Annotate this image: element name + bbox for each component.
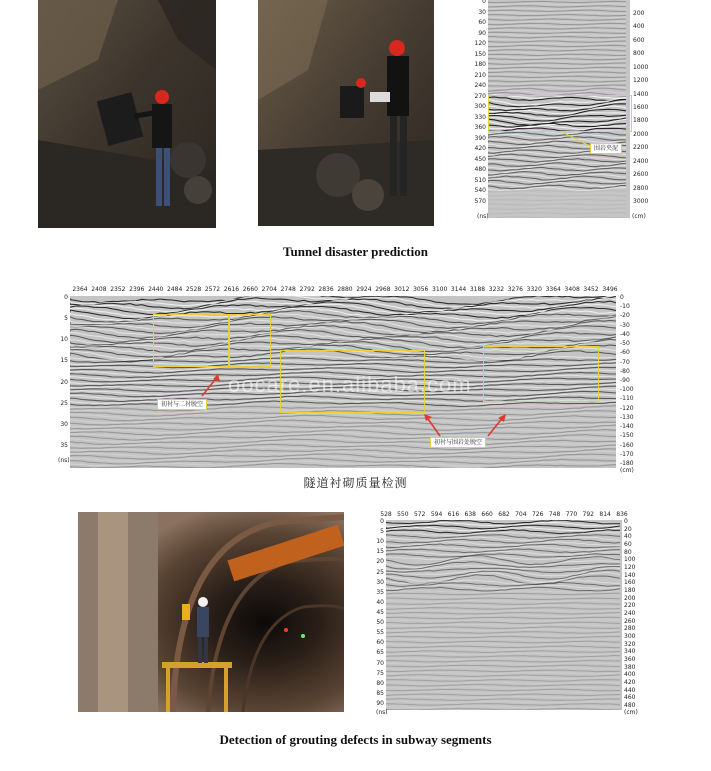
radar3-right-tick: 300 (624, 633, 636, 640)
radar1-right-tick: 3000 (633, 198, 649, 205)
radar2-top-tick: 2660 (242, 286, 258, 293)
radar1-left-tick: 570 (474, 198, 486, 205)
radar3-top-tick: 594 (430, 511, 443, 518)
radar3-left-tick: 35 (376, 588, 384, 596)
radar2-right-tick: -120 (620, 404, 634, 412)
radar2-top-tick: 3056 (413, 286, 429, 293)
radar3-left-tick: 90 (376, 700, 384, 707)
radar2-left-tick: 35 (60, 442, 68, 449)
radar3-top-tick: 682 (498, 511, 510, 518)
radar2-top-tick: 2572 (204, 286, 221, 293)
radar1-left-unit: (ns) (477, 213, 489, 220)
radar2-top-tick: 2880 (337, 286, 353, 293)
radar1-left-tick: 60 (478, 19, 486, 27)
radar1-left-tick: 270 (474, 92, 486, 100)
section2-caption: 隧道衬砌质量检测 (303, 476, 408, 490)
radar3-left-tick: 15 (376, 548, 384, 556)
radar2-right-tick: -90 (620, 377, 630, 384)
radar1-right-tick: 1800 (633, 117, 649, 125)
radar2-top-tick: 2528 (185, 286, 202, 293)
radar3-right-tick: 280 (624, 625, 636, 633)
radar3-top-tick: 528 (380, 511, 392, 518)
radar1-right-tick: 600 (633, 36, 645, 44)
radar2-top-tick: 2616 (223, 286, 240, 293)
radar2-top-tick: 3144 (450, 286, 467, 293)
radar3-left-tick: 45 (376, 609, 384, 616)
radar2-left-tick: 25 (60, 399, 68, 407)
radar1-right-tick: 2200 (633, 144, 649, 152)
tunnel-photo-worker-2 (258, 0, 434, 226)
radar2-top-tick: 2352 (110, 286, 126, 293)
radar3-right-unit: (cm) (624, 709, 638, 716)
radar3-right-tick: 240 (624, 610, 636, 617)
radar2-right-tick: -130 (620, 413, 634, 421)
radar2-right-tick: -80 (620, 367, 630, 375)
radar2-top-tick: 2440 (148, 286, 164, 293)
section1-caption: Tunnel disaster prediction (283, 244, 428, 259)
radar3-right-tick: 380 (624, 663, 636, 671)
radar3-top-tick: 792 (582, 511, 594, 518)
radar3-left-tick: 65 (376, 649, 384, 657)
radar3-top-tick: 748 (548, 511, 561, 518)
radar1-right-tick: 2000 (633, 130, 649, 138)
radar2-left-tick: 0 (64, 294, 68, 301)
radar2-top-tick: 3452 (583, 286, 599, 293)
radar3-top-tick: 616 (447, 511, 460, 518)
radar2-top-tick: 2364 (72, 286, 88, 293)
radar3-right-tick: 40 (624, 533, 632, 541)
radar3-right-tick: 180 (624, 587, 636, 594)
radar3-right-tick: 0 (624, 518, 628, 525)
radar1-left-tick: 510 (474, 176, 486, 184)
radar1-left-tick: 150 (474, 50, 486, 58)
radar2-left-tick: 15 (60, 357, 68, 365)
radar3-right-tick: 220 (624, 602, 636, 610)
radargram-grouting-defects (386, 520, 622, 710)
watermark: oocare.en.alibaba.com (228, 372, 472, 397)
radar3-right-tick: 200 (624, 594, 636, 602)
radar3-top-tick: 660 (481, 511, 493, 518)
radar1-annotation: 围岩夹泥 (590, 143, 622, 154)
radar2-left-unit: (ns) (58, 457, 70, 464)
radar3-right-tick: 20 (624, 525, 632, 533)
radar2-right-tick: -60 (620, 349, 630, 357)
radar3-top-tick: 726 (531, 511, 544, 518)
radar1-right-tick: 800 (633, 50, 645, 58)
radar2-right-tick: -160 (620, 441, 634, 449)
radar3-right-tick: 340 (624, 648, 636, 656)
radar3-left-tick: 30 (376, 578, 384, 586)
radar2-left-tick: 5 (64, 315, 68, 323)
radar2-right-tick: -40 (620, 330, 630, 338)
radar2-top-tick: 3188 (469, 286, 486, 293)
radar3-right-tick: 400 (624, 671, 636, 679)
radar1-left-tick: 180 (474, 61, 486, 69)
section3-caption: Detection of grouting defects in subway segments (219, 732, 492, 747)
radar3-left-tick: 25 (376, 568, 384, 576)
radar3-right-tick: 260 (624, 617, 636, 625)
radar3-right-tick: 160 (624, 579, 636, 587)
radar3-left-tick: 40 (376, 598, 384, 606)
radar1-right-tick: 1600 (633, 104, 649, 111)
radar2-top-tick: 2396 (129, 286, 145, 293)
radar3-top-tick: 550 (397, 511, 409, 518)
subway-segment-photo (78, 512, 344, 712)
radar1-left-tick: 450 (474, 155, 486, 163)
radar1-right-tick: 2600 (633, 171, 649, 179)
radar3-left-tick: 80 (376, 679, 384, 687)
radar3-top-tick: 770 (565, 511, 578, 518)
radar1-highlight-box (488, 95, 632, 132)
radar1-right-tick: 1200 (633, 77, 649, 85)
radar1-left-tick: 30 (478, 8, 486, 16)
radar3-right-tick: 420 (624, 679, 636, 686)
radar3-right-tick: 460 (624, 694, 636, 702)
radar2-top-tick: 2924 (356, 286, 372, 293)
radar2-top-tick: 3408 (564, 286, 580, 293)
radar3-left-tick: 55 (376, 629, 384, 637)
radar2-right-tick: -110 (620, 395, 634, 403)
radar3-top-tick: 638 (464, 511, 476, 518)
radar2-right-tick: -170 (620, 450, 634, 458)
radar3-left-tick: 10 (376, 538, 384, 546)
radar3-top-tick: 836 (616, 511, 628, 518)
radar3-right-tick: 360 (624, 656, 636, 663)
radar1-right-tick: 1400 (633, 90, 649, 98)
radar2-annotation-b: 初衬与围岩处脱空 (430, 437, 486, 448)
radar3-left-tick: 60 (376, 639, 384, 647)
radar2-top-tick: 2968 (375, 286, 391, 293)
radar2-left-tick: 20 (60, 378, 68, 386)
radar3-left-unit: (ns) (376, 709, 388, 716)
radar3-right-tick: 100 (624, 556, 636, 564)
radar1-left-tick: 210 (474, 71, 486, 79)
radar2-top-tick: 3100 (432, 286, 448, 293)
radar2-right-tick: -30 (620, 321, 630, 329)
radar2-right-unit: (cm) (620, 467, 634, 474)
radar3-right-tick: 320 (624, 640, 636, 648)
radar1-left-tick: 480 (474, 166, 486, 174)
radar2-right-tick: -50 (620, 340, 630, 348)
radar2-top-tick: 2836 (318, 286, 334, 293)
radar2-top-tick: 3364 (545, 286, 561, 293)
radar3-right-tick: 440 (624, 686, 636, 694)
radar1-right-tick: 400 (633, 23, 645, 31)
radar2-top-tick: 3232 (488, 286, 505, 293)
radar2-right-tick: -180 (620, 460, 634, 467)
radar1-left-tick: 540 (474, 187, 486, 195)
radar1-left-tick: 420 (474, 145, 486, 153)
radar2-left-tick: 30 (60, 420, 68, 428)
radar3-right-tick: 140 (624, 571, 636, 579)
radar3-right-tick: 60 (624, 541, 632, 548)
radar3-left-tick: 85 (376, 689, 384, 697)
radar2-box-2 (229, 314, 271, 367)
radar1-right-unit: (cm) (632, 213, 646, 220)
radar1-left-tick: 240 (474, 82, 486, 90)
radar3-right-tick: 80 (624, 548, 632, 556)
radar1-right-tick: 2400 (633, 157, 649, 165)
radar1-left-tick: 330 (474, 113, 486, 121)
radar1-right-tick: 2800 (633, 184, 649, 192)
radar3-left-tick: 5 (380, 528, 384, 536)
radar2-top-tick: 2484 (167, 286, 183, 293)
radar2-box-1 (153, 314, 229, 367)
radar3-top-tick: 572 (413, 511, 426, 518)
radar3-left-tick: 0 (380, 518, 384, 525)
radar3-left-tick: 70 (376, 659, 384, 667)
radar1-left-tick: 300 (474, 103, 486, 111)
radar3-left-tick: 75 (376, 669, 384, 677)
radar1-right-tick: 1000 (633, 63, 649, 71)
tunnel-photo-worker-1 (38, 0, 216, 228)
radar2-top-tick: 3276 (507, 286, 523, 293)
radar1-left-tick: 0 (482, 0, 486, 5)
radar2-top-tick: 3320 (526, 286, 542, 293)
radar1-left-tick: 120 (474, 40, 486, 48)
radar1-left-tick: 390 (474, 134, 486, 142)
radar3-top-tick: 814 (599, 511, 611, 518)
radar2-box-4 (483, 346, 599, 402)
radar2-right-tick: 0 (620, 294, 624, 301)
radar3-top-tick: 704 (515, 511, 527, 518)
radar2-right-tick: -10 (620, 303, 630, 311)
radar2-right-tick: -70 (620, 358, 630, 366)
radar2-right-tick: -100 (620, 386, 634, 394)
radar3-left-tick: 50 (376, 619, 384, 627)
radar2-top-tick: 2408 (91, 286, 107, 293)
radar2-top-tick: 2704 (261, 286, 277, 293)
radar2-top-tick: 3012 (394, 286, 410, 293)
radar2-left-tick: 10 (60, 336, 68, 344)
radar2-top-tick: 2792 (299, 286, 315, 293)
radar2-right-tick: -20 (620, 312, 630, 320)
radar3-right-tick: 480 (624, 702, 636, 709)
radar1-right-tick: 200 (633, 10, 645, 17)
radar2-top-tick: 2748 (280, 286, 296, 293)
radar2-arrow-a (196, 372, 226, 402)
radar2-top-tick: 3496 (602, 286, 618, 293)
radar1-left-tick: 90 (478, 29, 486, 37)
radar1-left-tick: 360 (474, 124, 486, 132)
radar2-right-tick: -150 (620, 432, 634, 440)
radar3-left-tick: 20 (376, 558, 384, 566)
radar2-annotation-a: 初衬与二衬脱空 (157, 399, 207, 410)
radar3-right-tick: 120 (624, 564, 636, 571)
radar2-right-tick: -140 (620, 423, 634, 431)
